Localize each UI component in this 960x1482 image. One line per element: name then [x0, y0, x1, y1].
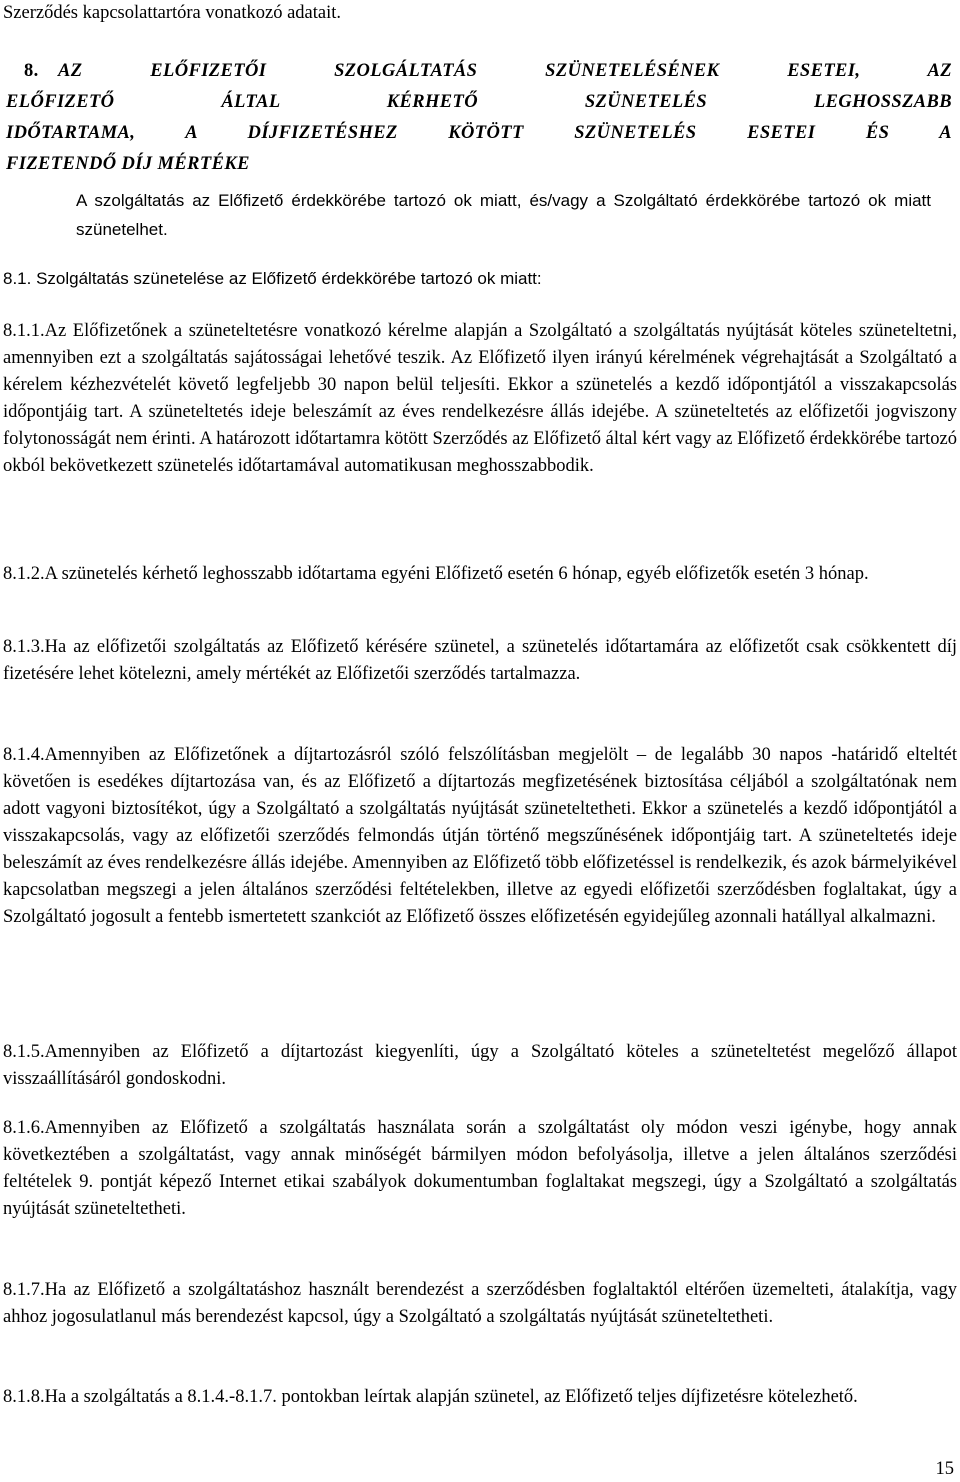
paragraph-text: Amennyiben az Előfizető a díjtartozást kiegyenlíti, úgy a Szolgáltató köteles a szüneteltetést megelőző állapot visszaállításáról gondoskodni. — [3, 1042, 957, 1089]
section-heading-line-4: FIZETENDŐ DÍJ MÉRTÉKE — [6, 154, 250, 174]
section-number: 8. — [24, 61, 39, 81]
paragraph-number: 8.1.2. — [3, 564, 45, 584]
paragraph-8-1-7 — [3, 1277, 957, 1331]
paragraph-text: Ha az előfizetői szolgáltatás az Előfizető kérésére szünetel, a szünetelés időtartamára az előfizetőt csak csökkentett díj fizetésére lehet kötelezni, amely mértékét az Előfizetői szerződés tartalmazza. — [3, 637, 957, 684]
paragraph-number: 8.1.8. — [3, 1387, 45, 1407]
paragraph-number: 8.1.3. — [3, 637, 45, 657]
paragraph-8-1-4 — [3, 742, 957, 931]
page-number: 15 — [935, 1459, 954, 1479]
paragraph-text: A szünetelés kérhető leghosszabb időtartama egyéni Előfizető esetén 6 hónap, egyéb előfizetők esetén 3 hónap. — [44, 564, 869, 584]
paragraph-number: 8.1.5. — [3, 1042, 45, 1062]
paragraph-text: Ha az Előfizető a szolgáltatáshoz használt berendezést a szerződésben foglaltaktól eltérően üzemelteti, átalakítja, vagy ahhoz jogosulatlanul más berendezést kapcsol, úgy a Szolgáltató a szolgáltatás nyújtását szüneteltetheti. — [3, 1280, 957, 1327]
paragraph-number: 8.1.4. — [3, 745, 45, 765]
paragraph-number: 8.1.7. — [3, 1280, 45, 1300]
paragraph-8-1-1 — [3, 318, 957, 480]
section-heading-line-2: ELŐFIZETŐ ÁLTAL KÉRHETŐ SZÜNETELÉS LEGHOSSZABB — [6, 92, 952, 112]
paragraph-text: Amennyiben az Előfizetőnek a díjtartozásról szóló felszólításban megjelölt – de legalább 30 napos -határidő elteltét követően is esedékes díjtartozása van, és az Előfizető a díjtartozás megfizetésének biztosítása céljából a szolgáltatónak nem adott vagyoni biztosítékot, úgy a Szolgáltató a szolgáltatás nyújtását szüneteltetheti. Ekkor a szünetelés a kezdő időpontjától a visszakapcsolás, vagy az előfizetői szerződés felmondás útján történő megszűnésének időpontjáig tart. A szüneteltetés ideje beleszámít az éves rendelkezésre állás idejébe. Amennyiben az Előfizető több előfizetéssel is rendelkezik, és azok bármelyikével kapcsolatban megszegi a jelen általános szerződési feltételekben, illetve az egyedi előfizetői szerződésben foglaltakat, úgy a Szolgáltató jogosult a fentebb ismertetett szankciót az Előfizető összes előfizetésén egyidejűleg azonnali hatállyal alkalmazni. — [3, 745, 957, 927]
paragraph-number: 8.1.6. — [3, 1118, 45, 1138]
paragraph-text: Az Előfizetőnek a szüneteltetésre vonatkozó kérelme alapján a Szolgáltató a szolgáltatás nyújtását köteles szüneteltetni, amennyiben ezt a szolgáltatás sajátosságai lehetővé teszik. Az Előfizető ilyen irányú kérelmének végrehajtását a Szolgáltató a kérelem kézhezvételét követő legfeljebb 30 napon belül teljesíti. Ekkor a szünetelés a kezdő időpontjától a visszakapcsolás időpontjáig tart. A szüneteltetés ideje beleszámít az éves rendelkezésre állás idejébe. A szüneteltetés az előfizetői jogviszony folytonosságát nem érinti. A határozott időtartamra kötött Szerződés az Előfizető által kért vagy az Előfizető érdekkörébe tartozó okból bekövetkezett szünetelés időtartamával automatikusan meghosszabbodik. — [3, 321, 957, 476]
subsection-heading: 8.1. Szolgáltatás szünetelése az Előfizető érdekkörébe tartozó ok miatt: — [3, 269, 542, 288]
paragraph-8-1-6 — [3, 1115, 957, 1223]
section-heading-line-3: IDŐTARTAMA, A DÍJFIZETÉSHEZ KÖTÖTT SZÜNETELÉS ESETEI ÉS A — [6, 123, 952, 143]
paragraph-8-1-3 — [3, 634, 957, 688]
paragraph-8-1-2 — [3, 561, 957, 588]
intro-line: Szerződés kapcsolattartóra vonatkozó adatait. — [3, 3, 341, 23]
paragraph-text: Ha a szolgáltatás a 8.1.4.-8.1.7. pontokban leírtak alapján szünetel, az Előfizető teljes díjfizetésre kötelezhető. — [44, 1387, 858, 1407]
paragraph-8-1-5 — [3, 1039, 957, 1093]
section-heading — [6, 56, 952, 180]
paragraph-number: 8.1.1. — [3, 321, 45, 341]
paragraph-text: Amennyiben az Előfizető a szolgáltatás használata során a szolgáltatást oly módon veszi igénybe, hogy annak következtében a szolgáltatást, vagy annak minőségét bármilyen módon befolyásolja, illetve a jelen általános szerződési feltételek 9. pontját képező Internet etikai szabályok dokumentumban foglaltakat megszegi, úgy a Szolgáltató a szolgáltatás nyújtását szüneteltetheti. — [3, 1118, 957, 1219]
paragraph-8-1-8 — [3, 1384, 957, 1411]
section-intro-paragraph: A szolgáltatás az Előfizető érdekkörébe tartozó ok miatt, és/vagy a Szolgáltató érdekkörébe tartozó ok miatt szünetelhet. — [76, 191, 931, 239]
section-heading-line-1: 8. AZ ELŐFIZETŐI SZOLGÁLTATÁS SZÜNETELÉSÉNEK ESETEI, AZ — [6, 56, 952, 87]
